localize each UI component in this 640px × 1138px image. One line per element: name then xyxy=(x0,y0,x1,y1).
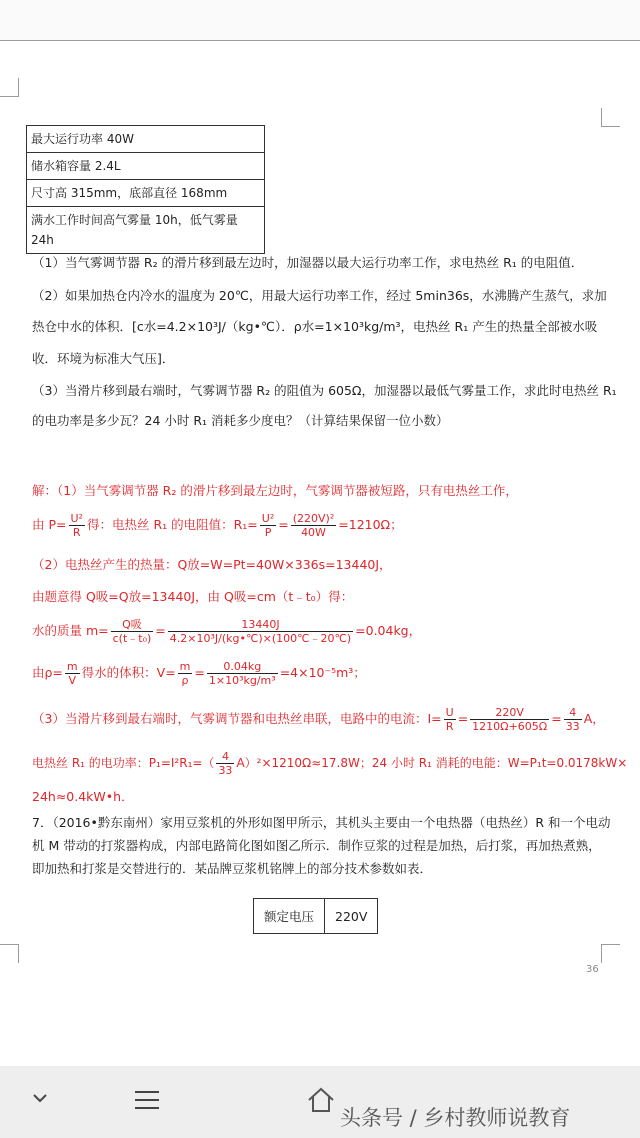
denominator: 1×10³kg/m³ xyxy=(208,674,276,687)
formula-fraction xyxy=(291,512,337,539)
denominator: R xyxy=(72,526,81,539)
text: 得水的体积：V= xyxy=(81,665,176,680)
numerator: U² xyxy=(70,512,83,525)
chevron-down-icon[interactable] xyxy=(30,1088,50,1114)
formula-fraction xyxy=(564,706,582,733)
numerator: 4 xyxy=(564,706,582,720)
denominator: 4.2×10³J/(kg•℃)×(100℃﹣20℃) xyxy=(169,632,352,645)
denominator: 1210Ω+605Ω xyxy=(472,720,548,733)
home-icon[interactable] xyxy=(306,1086,336,1120)
question-1: （1）当气雾调节器 R₂ 的滑片移到最左边时，加湿器以最大运行功率工作，求电热丝 R₁ 的电阻值． xyxy=(32,255,584,270)
numerator: Q吸 xyxy=(111,618,154,632)
denominator: P xyxy=(264,526,272,539)
problem-7-line3: 即加热和打浆是交替进行的．某品牌豆浆机铭牌上的部分技术参数如表． xyxy=(32,861,433,876)
numerator: 13440J xyxy=(168,618,353,632)
formula-fraction xyxy=(444,706,456,733)
rated-voltage-value: 220V xyxy=(325,899,378,934)
spec-table xyxy=(26,125,265,254)
crop-mark xyxy=(601,944,620,963)
text: 得：电热丝 R₁ 的电阻值：R₁= xyxy=(86,517,258,532)
text: A， xyxy=(583,711,605,726)
text: =0.04kg， xyxy=(355,623,422,638)
solution-line-9: 24h≈0.4kW•h． xyxy=(32,789,134,804)
solution-line-5: 水的质量 m= $\frac{\text{Q吸}}{\text{c(t﹣t₀)}}$ = $\frac{13440J}{\text{4.2×10³J/(kg•℃)×(100℃﹣20℃)}}$ =0.04kg， xyxy=(32,618,422,645)
solution-line-7: （3）当滑片移到最右端时，气雾调节器和电热丝串联，电路中的电流：I= $\frac{U}{R}$ = $\frac{220V}{1210\Omega+605\Omega}$ = $\frac{4}{33}$ A， xyxy=(32,706,605,733)
problem-7-line2: 机 M 带动的打浆器构成，内部电路简化图如图乙所示．制作豆浆的过程是加热，后打浆，再加热煮熟， xyxy=(32,838,601,853)
solution-line-8 xyxy=(32,750,627,777)
top-bar xyxy=(0,0,640,41)
spec-row: 储水箱容量 2.4L xyxy=(27,153,265,180)
question-2-line1: （2）如果加热仓内冷水的温度为 20℃，用最大运行功率工作，经过 5min36s，水沸腾产生蒸气，求加 xyxy=(32,288,607,303)
text: 由 P= xyxy=(32,517,67,532)
question-3-line2: 的电功率是多少瓦？24 小时 R₁ 消耗多少度电？（计算结果保留一位小数） xyxy=(32,413,449,428)
text: =4×10⁻⁵m³； xyxy=(279,665,366,680)
solution-line-4: 由题意得 Q吸=Q放=13440J，由 Q吸=cm（t﹣t₀）得： xyxy=(32,589,354,604)
formula-fraction xyxy=(69,512,85,539)
denominator: ρ xyxy=(181,674,189,687)
formula-fraction xyxy=(260,512,276,539)
numerator: 0.04kg xyxy=(207,660,278,674)
denominator: 33 xyxy=(565,720,580,733)
text: 电热丝 R₁ 的电功率：P₁=I²R₁=（ xyxy=(32,756,215,770)
menu-icon[interactable] xyxy=(133,1088,161,1118)
question-2-line3: 收．环境为标准大气压]． xyxy=(32,351,175,366)
spec-row: 满水工作时间高气雾量 10h，低气雾量 24h xyxy=(27,207,265,254)
numerator: m xyxy=(66,660,78,673)
solution-line-1: 解：（1）当气雾调节器 R₂ 的滑片移到最左边时，气雾调节器被短路，只有电热丝工作， xyxy=(32,483,518,498)
solution-line-3: （2）电热丝产生的热量：Q放=W=Pt=40W×336s=13440J， xyxy=(32,557,392,572)
denominator: 40W xyxy=(301,526,326,539)
formula-fraction xyxy=(65,660,80,687)
text: =1210Ω； xyxy=(338,517,403,532)
numerator: U² xyxy=(261,512,275,525)
question-2-line2: 热仓中水的体积．[c水=4.2×10³J/（kg•℃）．ρ水=1×10³kg/m³，电热丝 R₁ 产生的热量全部被水吸 xyxy=(32,319,598,334)
formula-fraction xyxy=(168,618,353,645)
brand-watermark: 头条号 / 乡村教师说教育 xyxy=(340,1106,571,1130)
question-3-line1: （3）当滑片移到最右端时，气雾调节器 R₂ 的阻值为 605Ω，加湿器以最低气雾量工作，求此时电热丝 R₁ xyxy=(32,383,617,398)
crop-mark xyxy=(0,78,19,97)
rated-voltage-label: 额定电压 xyxy=(254,899,325,934)
numerator: U xyxy=(445,706,454,719)
numerator: (220V)² xyxy=(292,512,335,525)
formula-fraction xyxy=(207,660,278,687)
crop-mark xyxy=(0,944,19,963)
problem-7-line1: 7．（2016•黔东南州）家用豆浆机的外形如图甲所示，其机头主要由一个电热器（电热丝）R 和一个电动 xyxy=(32,815,611,830)
denominator: V xyxy=(68,674,77,687)
spec-row: 尺寸高 315mm，底部直径 168mm xyxy=(27,180,265,207)
solution-line-2: 由 P= $\frac{\text{U²}}{R}$ 得：电热丝 R₁ 的电阻值：R₁= $\frac{\text{U²}}{P}$ = $\frac{\text{(220V)²}}{40W}$ =1210Ω； xyxy=(32,512,403,539)
numerator: 220V xyxy=(470,706,549,720)
formula-fraction xyxy=(111,618,154,645)
numerator: 4 xyxy=(216,750,234,764)
text: 由ρ= xyxy=(32,665,63,680)
formula-fraction xyxy=(216,750,234,777)
crop-mark xyxy=(601,108,620,127)
text: A）²×1210Ω≈17.8W；24 小时 R₁ 消耗的电能：W=P₁t=0.0178kW× xyxy=(236,756,628,770)
formula-fraction xyxy=(178,660,193,687)
denominator: R xyxy=(445,720,454,733)
denominator: c(t﹣t₀) xyxy=(112,632,152,645)
text: （3）当滑片移到最右端时，气雾调节器和电热丝串联，电路中的电流：I= xyxy=(32,711,442,726)
spec-row: 最大运行功率 40W xyxy=(27,126,265,153)
solution-line-6: 由ρ= $\frac{m}{V}$ 得水的体积：V= $\frac{m}{\rho}$ = $\frac{0.04kg}{\text{1×10³kg/m³}}$ =4×10⁻⁵m³； xyxy=(32,660,366,687)
text: 水的质量 m= xyxy=(32,623,109,638)
denominator: 33 xyxy=(218,764,233,777)
page-number: 36 xyxy=(586,964,599,975)
formula-fraction xyxy=(470,706,549,733)
rated-voltage-table xyxy=(253,898,378,934)
numerator: m xyxy=(179,660,191,673)
